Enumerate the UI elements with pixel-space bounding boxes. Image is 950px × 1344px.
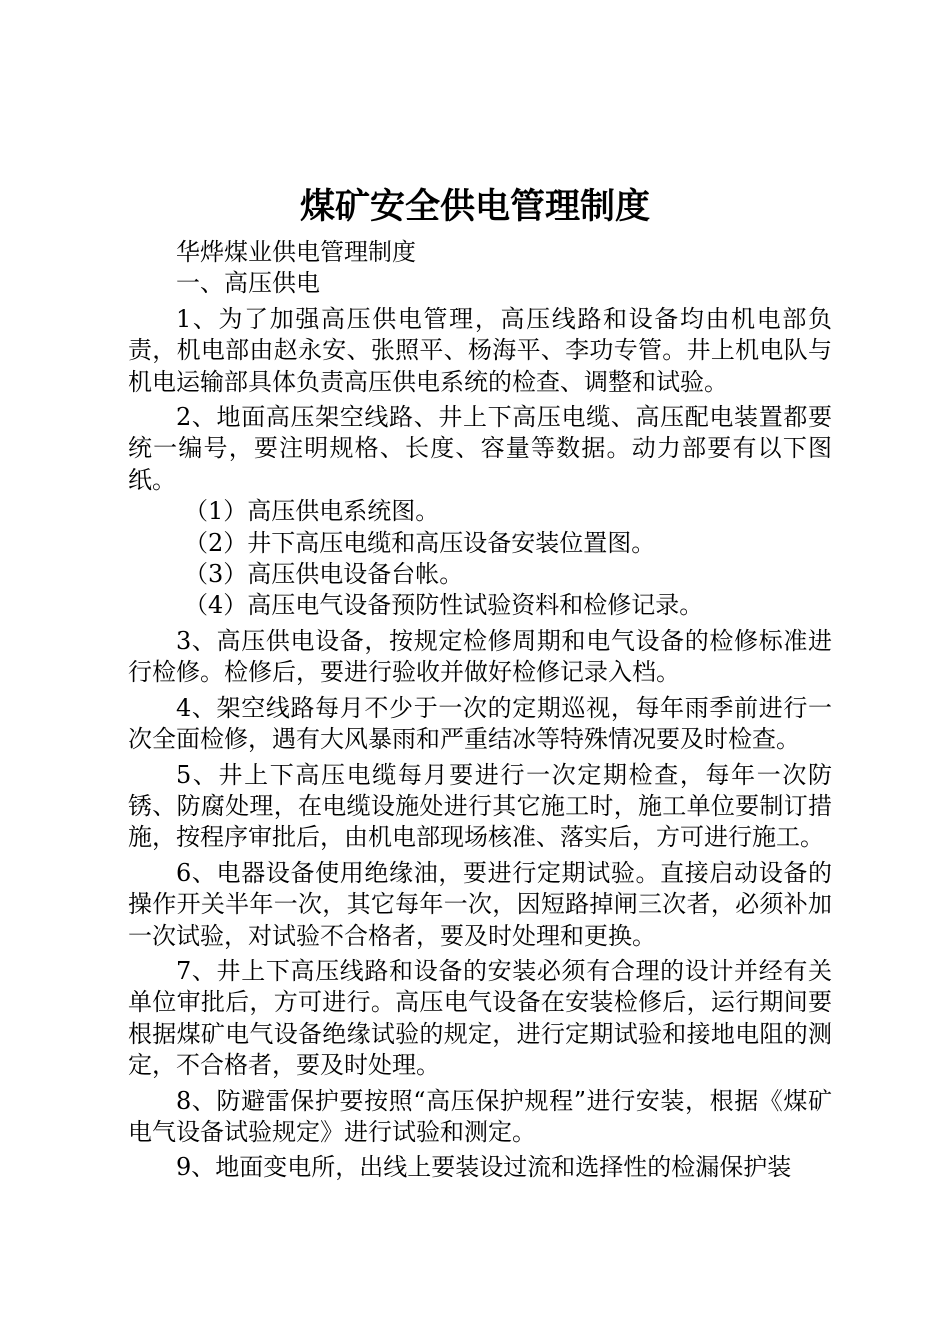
drawing-list-item-3: （3）高压供电设备台帐。 [184, 560, 464, 589]
clause-9-paragraph: 9、地面变电所，出线上要装设过流和选择性的检漏保护装 [176, 1153, 792, 1182]
clause-4-paragraph: 4、架空线路每月不少于一次的定期巡视，每年雨季前进行一次全面检修，遇有大风暴雨和严重结冰等特殊情况要及时检查。 [128, 693, 832, 754]
clause-5-paragraph: 5、井上下高压电缆每月要进行一次定期检查，每年一次防锈、防腐处理，在电缆设施处进行其它施工时，施工单位要制订措施，按程序审批后，由机电部现场核准、落实后，方可进行施工。 [128, 760, 832, 852]
clause-8-paragraph: 8、防避雷保护要按照“高压保护规程”进行安装，根据《煤矿电气设备试验规定》进行试验和测定。 [128, 1086, 832, 1146]
document-title: 煤矿安全供电管理制度 [299, 186, 650, 227]
drawing-list-item-4: （4）高压电气设备预防性试验资料和检修记录。 [184, 591, 704, 620]
drawing-list-item-1: （1）高压供电系统图。 [184, 497, 440, 526]
drawing-list-item-2: （2）井下高压电缆和高压设备安装位置图。 [184, 528, 656, 557]
document-body [128, 237, 832, 1184]
clause-3-paragraph: 3、高压供电设备，按规定检修周期和电气设备的检修标准进行检修。检修后，要进行验收并做好检修记录入档。 [128, 626, 832, 687]
clause-7-paragraph: 7、井上下高压线路和设备的安装必须有合理的设计并经有关单位审批后，方可进行。高压电气设备在安装检修后，运行期间要根据煤矿电气设备绝缘试验的规定，进行定期试验和接地电阻的测定，不合格者，要及时处理。 [128, 956, 832, 1080]
clause-1-paragraph: 1、为了加强高压供电管理，高压线路和设备均由机电部负责，机电部由赵永安、张照平、杨海平、李功专管。井上机电队与机电运输部具体负责高压供电系统的检查、调整和试验。 [128, 304, 832, 396]
clause-2-paragraph: 2、地面高压架空线路、井上下高压电缆、高压配电装置都要统一编号，要注明规格、长度、容量等数据。动力部要有以下图纸。 [128, 403, 832, 494]
org-title-paragraph: 华烨煤业供电管理制度 [176, 238, 416, 266]
clause-6-paragraph: 6、电器设备使用绝缘油，要进行定期试验。直接启动设备的操作开关半年一次，其它每年一次，因短路掉闸三次者，必须补加一次试验，对试验不合格者，要及时处理和更换。 [128, 858, 832, 950]
section-heading-high-voltage: 一、高压供电 [176, 269, 320, 298]
